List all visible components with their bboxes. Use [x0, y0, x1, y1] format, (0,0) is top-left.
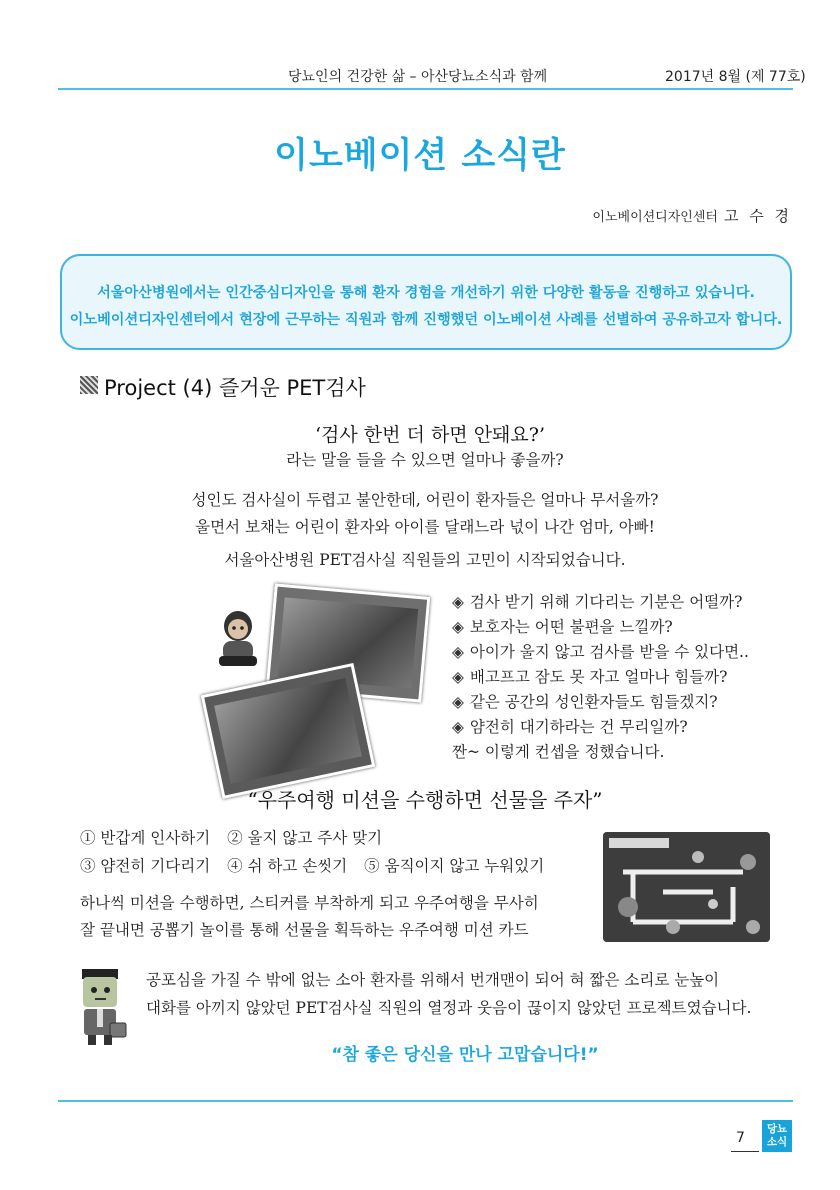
concept-line: 짠~ 이렇게 컨셉을 정했습니다.: [452, 743, 665, 761]
quote-subline: 라는 말을 들을 수 있으면 얼마나 좋을까?: [286, 451, 564, 469]
list-item: ◈ 아이가 울지 않고 검사를 받을 수 있다면..: [452, 643, 749, 661]
mission-step: ⑤ 움직이지 않고 누워있기: [364, 857, 545, 875]
page-title: 이노베이션 소식란: [274, 136, 566, 176]
intro-line-1: 서울아산병원에서는 인간중심디자인을 통해 환자 경험을 개선하기 위한 다양한 활동을 진행하고 있습니다.: [97, 285, 755, 301]
header-divider: [58, 88, 793, 90]
list-item: ◈ 배고프고 잠도 못 자고 얼마나 힘들까?: [452, 668, 728, 686]
mission-steps: [80, 824, 556, 880]
character-illustration: [70, 965, 132, 1047]
page-number: 7: [736, 1130, 745, 1146]
page-number-underline: [731, 1151, 759, 1152]
author-byline: [592, 205, 792, 226]
space-mission-card-image: [603, 832, 770, 942]
header-title: 당뇨인의 건강한 삶 – 아산당뇨소식과 함께: [288, 69, 548, 85]
project-title: Project (4) 즐거운 PET검사: [104, 376, 366, 400]
intro-line-2: 이노베이션디자인센터에서 현장에 근무하는 직원과 함께 진행했던 이노베이션 사례를 선별하여 공유하고자 합니다.: [69, 312, 783, 328]
steps-row: [80, 824, 556, 852]
mission-card-paragraph: [80, 890, 539, 944]
mission-step: ② 울지 않고 주사 맞기: [227, 829, 383, 847]
mission-step: ① 반갑게 인사하기: [80, 829, 211, 847]
hatched-square-icon: [80, 376, 98, 394]
newsletter-badge: 당뇨 소식: [762, 1120, 792, 1152]
paragraph-line: 잘 끝내면 공뽑기 놀이를 통해 선물을 획득하는 우주여행 미션 카드: [80, 921, 529, 939]
list-item: ◈ 얌전히 대기하라는 건 무리일까?: [452, 718, 688, 736]
mission-step: ③ 얌전히 기다리기: [80, 857, 211, 875]
question-list: [452, 590, 749, 740]
list-item: ◈ 보호자는 어떤 불편을 느낄까?: [452, 618, 673, 636]
intro-box: [60, 254, 792, 350]
paragraph-line: 대화를 아끼지 않았던 PET검사실 직원의 열정과 웃음이 끊이지 않았던 프로젝트였습니다.: [146, 999, 752, 1017]
closing-paragraph: [146, 966, 751, 1022]
paragraph-line: 공포심을 가질 수 밖에 없는 소아 환자를 위해서 번개맨이 되어 혀 짧은 소리로 눈높이: [146, 971, 720, 989]
meeting-photo: [201, 663, 376, 799]
paragraph-line: 성인도 검사실이 두렵고 불안한데, 어린이 환자들은 얼마나 무서울까?: [191, 491, 659, 509]
list-item: ◈ 검사 받기 위해 기다리는 기분은 어떨까?: [452, 593, 743, 611]
author-name: 고 수 경: [723, 207, 792, 225]
quote-heading: ‘검사 한번 더 하면 안돼요?’: [315, 424, 545, 446]
thanks-line: “참 좋은 당신을 만나 고맙습니다!”: [331, 1045, 599, 1065]
paragraph-line: 울면서 보채는 어린이 환자와 아이를 달래느라 넋이 나간 엄마, 아빠!: [195, 518, 655, 536]
steps-row: [80, 852, 556, 880]
paragraph-line: 하나씩 미션을 수행하면, 스티커를 부착하게 되고 우주여행을 무사히: [80, 894, 539, 912]
issue-date: 2017년 8월 (제 77호): [665, 69, 806, 85]
mission-heading: “우주여행 미션을 수행하면 선물을 주자”: [247, 788, 603, 812]
footer-divider: [58, 1100, 793, 1102]
start-paragraph: 서울아산병원 PET검사실 직원들의 고민이 시작되었습니다.: [224, 551, 626, 569]
list-item: ◈ 같은 공간의 성인환자들도 힘들겠지?: [452, 693, 718, 711]
author-dept: 이노베이션디자인센터: [592, 210, 718, 225]
intro-paragraph: [0, 487, 840, 541]
mission-step: ④ 쉬 하고 손씻기: [227, 857, 348, 875]
thinking-child-icon: [215, 608, 261, 668]
